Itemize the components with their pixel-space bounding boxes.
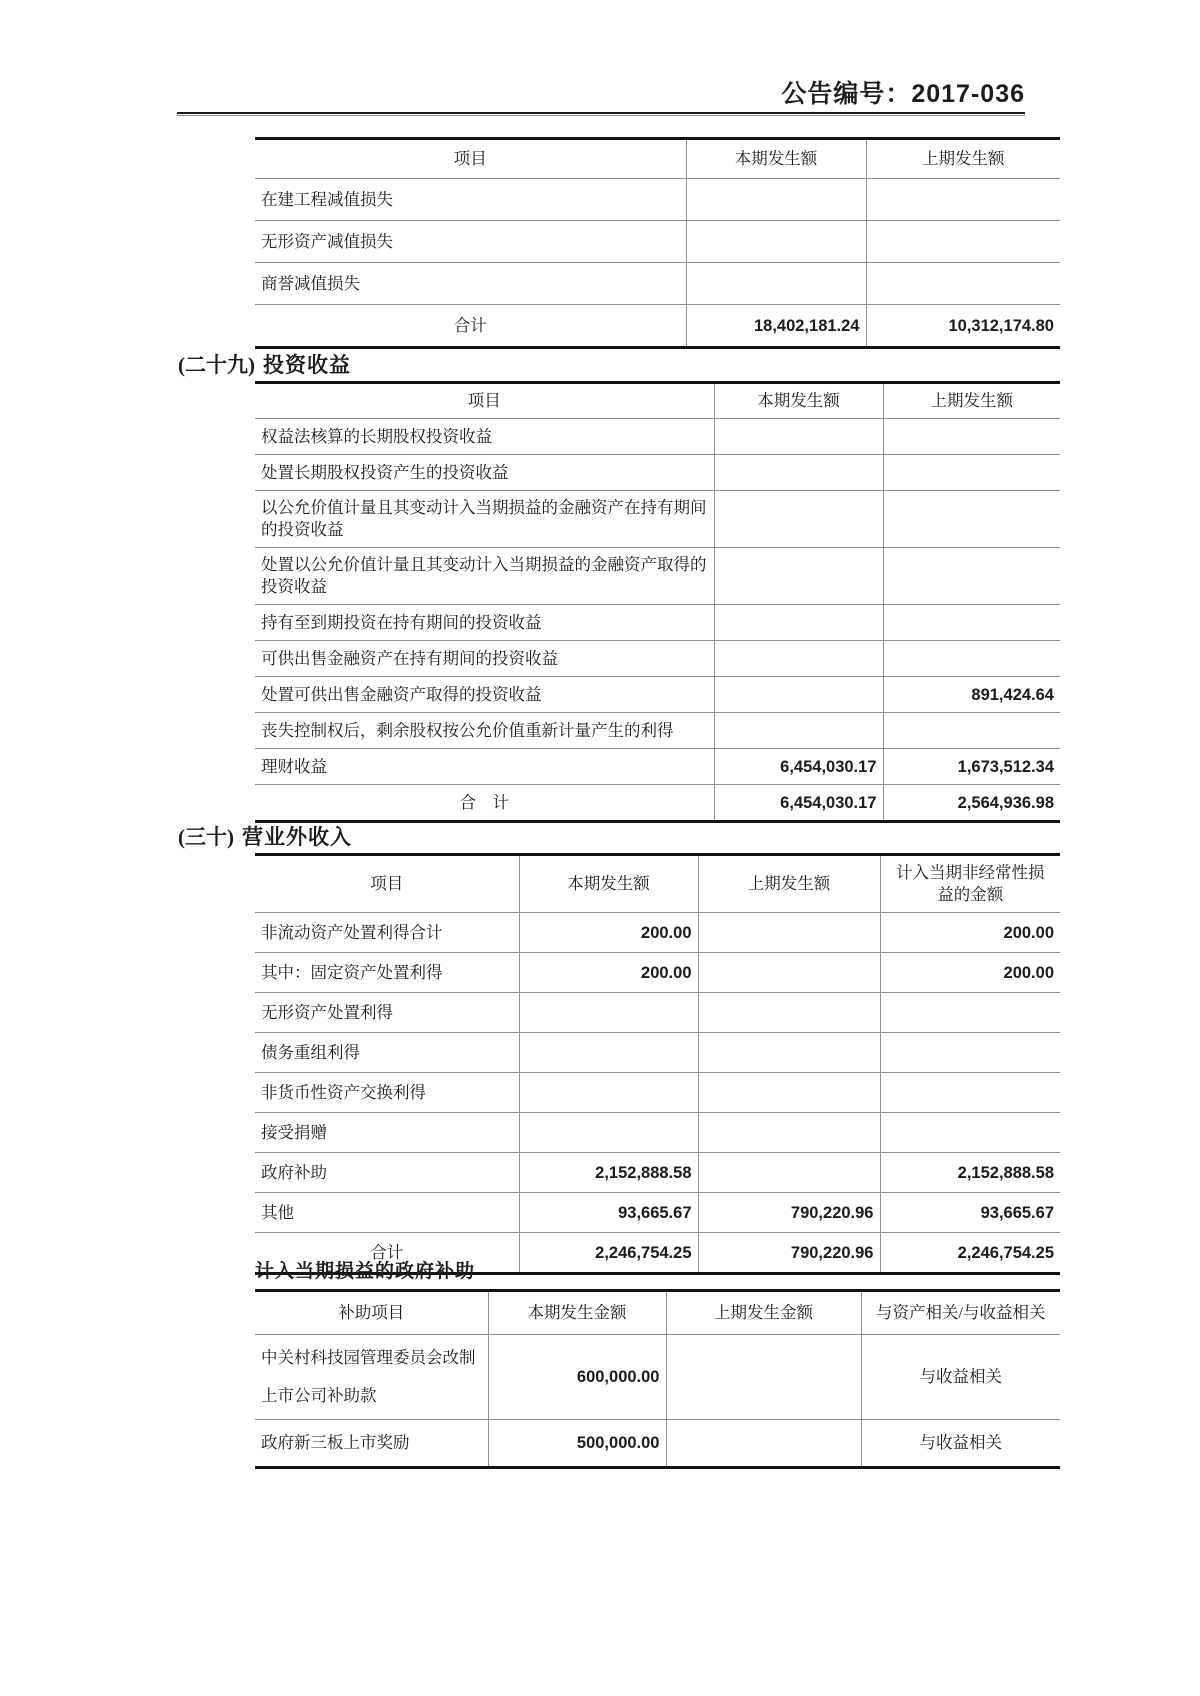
current-amount: 2,152,888.58: [519, 1153, 698, 1193]
current-amount: [519, 1073, 698, 1113]
item-label: 可供出售金融资产在持有期间的投资收益: [255, 641, 714, 677]
table-row: [255, 1033, 1060, 1073]
current-amount: [714, 419, 883, 455]
non-recurring-amount: [880, 1073, 1060, 1113]
table-row: [255, 1113, 1060, 1153]
subsidy-table: [255, 1289, 1060, 1469]
section-29-number: (二十九): [178, 353, 255, 377]
non-recurring-amount: [880, 1113, 1060, 1153]
current-amount: [714, 713, 883, 749]
col-header-prior: 上期发生额: [883, 383, 1060, 419]
col-header-current: 本期发生金额: [488, 1291, 666, 1335]
current-amount: [519, 1033, 698, 1073]
table-row: [255, 641, 1060, 677]
item-label: 权益法核算的长期股权投资收益: [255, 419, 714, 455]
item-label: 债务重组利得: [255, 1033, 519, 1073]
col-header-current: 本期发生额: [519, 855, 698, 913]
table-row: [255, 1193, 1060, 1233]
subsidy-item-label: 政府新三板上市奖励: [255, 1420, 488, 1468]
table-total-row: [255, 305, 1060, 348]
table-row: [255, 993, 1060, 1033]
table-row: [255, 749, 1060, 785]
prior-amount: [866, 263, 1060, 305]
col-header-relation: 与资产相关/与收益相关: [861, 1291, 1060, 1335]
total-current-amount: 18,402,181.24: [686, 305, 866, 348]
section-30-heading: [178, 821, 352, 851]
header-rule-bottom-line: [177, 115, 1025, 116]
table-row: [255, 548, 1060, 605]
current-amount: [714, 641, 883, 677]
total-current-amount: 6,454,030.17: [714, 785, 883, 822]
current-amount: [714, 455, 883, 491]
investment-income-table: [255, 381, 1060, 823]
table-row: [255, 1420, 1060, 1468]
total-current-amount: 2,246,754.25: [519, 1233, 698, 1274]
non-recurring-amount: [880, 1033, 1060, 1073]
current-amount: 93,665.67: [519, 1193, 698, 1233]
table-row: [255, 491, 1060, 548]
subsidy-heading: 计入当期损益的政府补助: [255, 1261, 476, 1282]
current-amount: [714, 677, 883, 713]
non-recurring-amount: 2,152,888.58: [880, 1153, 1060, 1193]
total-prior-amount: 10,312,174.80: [866, 305, 1060, 348]
table-header-row: [255, 383, 1060, 419]
prior-amount: [883, 548, 1060, 605]
item-label: 其他: [255, 1193, 519, 1233]
non-recurring-amount: 200.00: [880, 953, 1060, 993]
item-label: 非流动资产处置利得合计: [255, 913, 519, 953]
section-30-title: 营业外收入: [242, 826, 352, 849]
table-row: [255, 605, 1060, 641]
prior-amount: [883, 641, 1060, 677]
section-30-number: (三十): [178, 825, 234, 849]
prior-amount: [883, 455, 1060, 491]
table-header-row: [255, 139, 1060, 179]
prior-amount: [698, 1153, 880, 1193]
table-row: [255, 419, 1060, 455]
col-header-item: 项目: [255, 139, 686, 179]
total-label: 合计: [255, 305, 686, 348]
total-prior-amount: 2,564,936.98: [883, 785, 1060, 822]
table-row: [255, 179, 1060, 221]
announcement-number: 公告编号：2017-036: [781, 80, 1025, 108]
col-header-prior: 上期发生额: [866, 139, 1060, 179]
current-amount: [686, 179, 866, 221]
item-label: 丧失控制权后，剩余股权按公允价值重新计量产生的利得: [255, 713, 714, 749]
current-amount: [714, 491, 883, 548]
table-row: [255, 455, 1060, 491]
prior-amount: [883, 605, 1060, 641]
item-label: 处置以公允价值计量且其变动计入当期损益的金融资产取得的投资收益: [255, 548, 714, 605]
item-label: 处置长期股权投资产生的投资收益: [255, 455, 714, 491]
current-amount: [686, 221, 866, 263]
current-amount: 600,000.00: [488, 1335, 666, 1420]
current-amount: 200.00: [519, 953, 698, 993]
table-row: [255, 677, 1060, 713]
non-recurring-amount: 93,665.67: [880, 1193, 1060, 1233]
total-label: 合计: [255, 1233, 519, 1274]
col-header-current: 本期发生额: [714, 383, 883, 419]
section-29-title: 投资收益: [263, 354, 351, 377]
item-label: 非货币性资产交换利得: [255, 1073, 519, 1113]
current-amount: [714, 548, 883, 605]
item-label: 无形资产处置利得: [255, 993, 519, 1033]
relation-value: 与收益相关: [861, 1420, 1060, 1468]
col-header-subsidy-item: 补助项目: [255, 1291, 488, 1335]
prior-amount: [698, 1073, 880, 1113]
item-label: 商誉减值损失: [255, 263, 686, 305]
current-amount: 6,454,030.17: [714, 749, 883, 785]
col-header-item: 项目: [255, 855, 519, 913]
table-header-row: [255, 1291, 1060, 1335]
header-rule: [177, 112, 1025, 116]
total-prior-amount: 790,220.96: [698, 1233, 880, 1274]
col-header-prior: 上期发生金额: [666, 1291, 861, 1335]
current-amount: 500,000.00: [488, 1420, 666, 1468]
table-row: [255, 1153, 1060, 1193]
total-label: 合 计: [255, 785, 714, 822]
item-label: 无形资产减值损失: [255, 221, 686, 263]
item-label: 接受捐赠: [255, 1113, 519, 1153]
prior-amount: 790,220.96: [698, 1193, 880, 1233]
item-label: 以公允价值计量且其变动计入当期损益的金融资产在持有期间的投资收益: [255, 491, 714, 548]
non-operating-income-table: [255, 853, 1060, 1275]
subsidy-item-label: 中关村科技园管理委员会改制上市公司补助款: [255, 1335, 488, 1420]
table-row: [255, 1073, 1060, 1113]
table-row: [255, 1335, 1060, 1420]
prior-amount: [666, 1420, 861, 1468]
current-amount: [686, 263, 866, 305]
item-label: 政府补助: [255, 1153, 519, 1193]
current-amount: [519, 1113, 698, 1153]
prior-amount: 1,673,512.34: [883, 749, 1060, 785]
prior-amount: [866, 179, 1060, 221]
table-header-row: [255, 855, 1060, 913]
section-29-heading: [178, 349, 351, 379]
col-header-prior: 上期发生额: [698, 855, 880, 913]
current-amount: [519, 993, 698, 1033]
prior-amount: [666, 1335, 861, 1420]
current-amount: [714, 605, 883, 641]
item-label: 在建工程减值损失: [255, 179, 686, 221]
table-total-row: [255, 785, 1060, 822]
prior-amount: [698, 993, 880, 1033]
impairment-table: [255, 137, 1060, 349]
table-row: [255, 913, 1060, 953]
col-header-non-recurring: 计入当期非经常性损益的金额: [880, 855, 1060, 913]
prior-amount: [883, 491, 1060, 548]
non-recurring-amount: [880, 993, 1060, 1033]
current-amount: 200.00: [519, 913, 698, 953]
prior-amount: [698, 913, 880, 953]
prior-amount: [883, 713, 1060, 749]
table-row: [255, 221, 1060, 263]
col-header-current: 本期发生额: [686, 139, 866, 179]
prior-amount: [883, 419, 1060, 455]
relation-value: 与收益相关: [861, 1335, 1060, 1420]
item-label: 其中：固定资产处置利得: [255, 953, 519, 993]
total-non-recurring-amount: 2,246,754.25: [880, 1233, 1060, 1274]
header-rule-top-line: [177, 112, 1025, 114]
item-label: 理财收益: [255, 749, 714, 785]
prior-amount: 891,424.64: [883, 677, 1060, 713]
prior-amount: [866, 221, 1060, 263]
item-label: 处置可供出售金融资产取得的投资收益: [255, 677, 714, 713]
prior-amount: [698, 1033, 880, 1073]
table-row: [255, 953, 1060, 993]
non-recurring-amount: 200.00: [880, 913, 1060, 953]
prior-amount: [698, 1113, 880, 1153]
table-row: [255, 713, 1060, 749]
col-header-item: 项目: [255, 383, 714, 419]
prior-amount: [698, 953, 880, 993]
item-label: 持有至到期投资在持有期间的投资收益: [255, 605, 714, 641]
table-row: [255, 263, 1060, 305]
